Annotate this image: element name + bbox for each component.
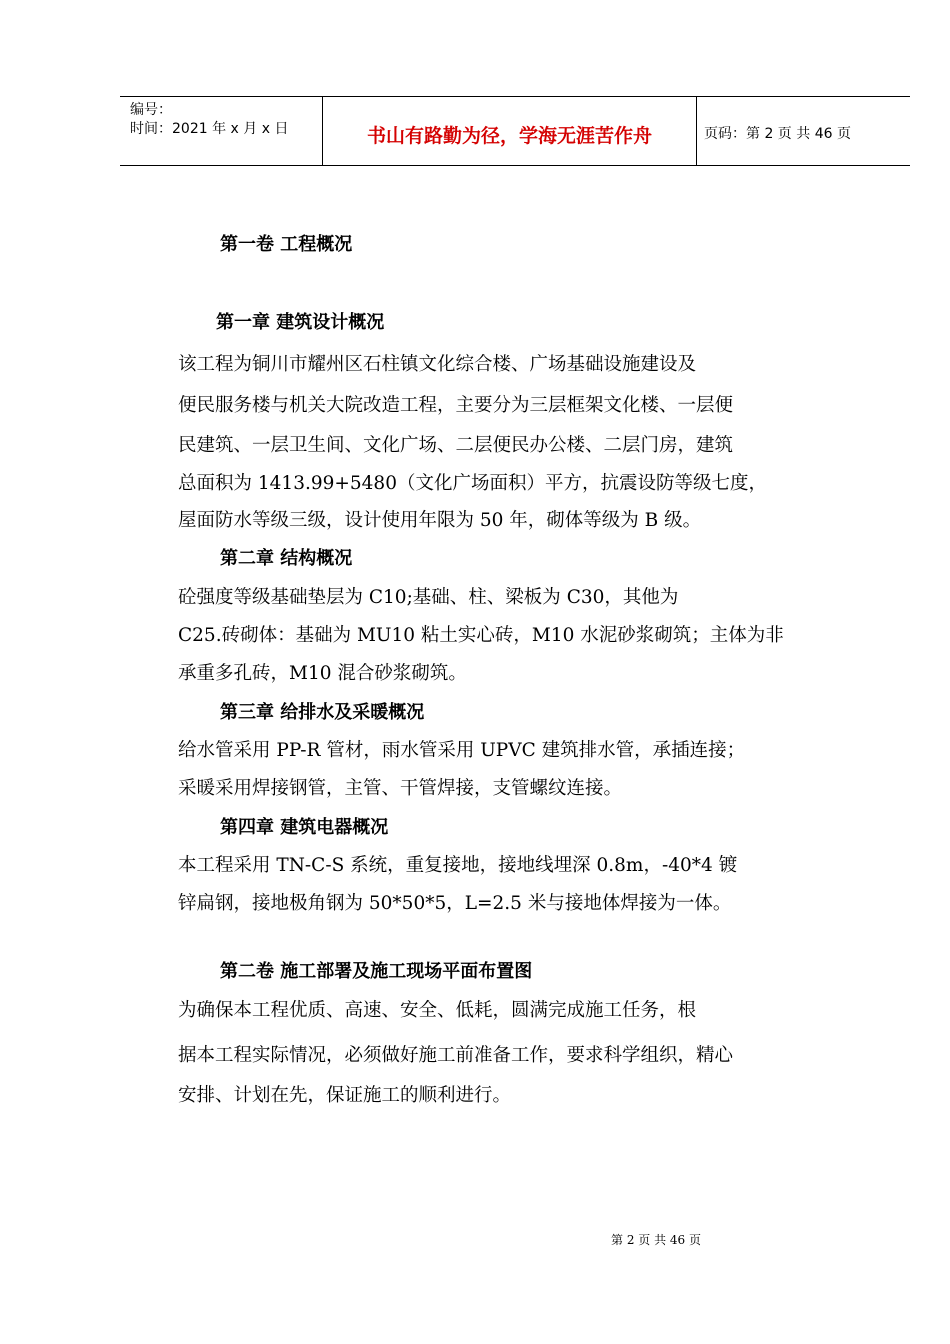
chapter-4-paragraph-line: 本工程采用 TN-C-S 系统，重复接地，接地线埋深 0.8m，-40*4 镀 <box>178 855 738 876</box>
header-left-cell <box>120 97 322 165</box>
chapter-1-title: 第一章 建筑设计概况 <box>216 312 385 333</box>
document-time-label: 时间：2021 年 x 月 x 日 <box>130 121 289 137</box>
chapter-3-paragraph-line: 给水管采用 PP-R 管材，雨水管采用 UPVC 建筑排水管，承插连接； <box>178 740 746 761</box>
volume-2-title: 第二卷 施工部署及施工现场平面布置图 <box>220 961 533 982</box>
page-header <box>120 96 910 166</box>
header-motto-cell <box>322 97 697 165</box>
chapter-1-paragraph-line: 总面积为 1413.99+5480（文化广场面积）平方，抗震设防等级七度， <box>178 473 767 494</box>
volume-2-paragraph-line: 据本工程实际情况，必须做好施工前准备工作，要求科学组织，精心 <box>178 1045 734 1066</box>
chapter-2-title: 第二章 结构概况 <box>220 548 353 569</box>
document-number-label: 编号： <box>130 102 172 118</box>
chapter-2-paragraph-line: C25.砖砌体：基础为 MU10 粘土实心砖，M10 水泥砂浆砌筑；主体为非 <box>178 625 784 646</box>
header-right-cell <box>696 97 910 165</box>
chapter-1-paragraph-line: 民建筑、一层卫生间、文化广场、二层便民办公楼、二层门房，建筑 <box>178 435 734 456</box>
page-footer-number: 第 2 页 共 46 页 <box>611 1233 701 1247</box>
chapter-1-paragraph-line: 便民服务楼与机关大院改造工程，主要分为三层框架文化楼、一层便 <box>178 395 734 416</box>
chapter-3-paragraph-line: 采暖采用焊接钢管，主管、干管焊接，支管螺纹连接。 <box>178 778 623 799</box>
header-motto: 书山有路勤为径，学海无涯苦作舟 <box>366 125 652 147</box>
chapter-3-title: 第三章 给排水及采暖概况 <box>220 702 425 723</box>
chapter-2-paragraph-line: 承重多孔砖，M10 混合砂浆砌筑。 <box>178 663 467 684</box>
chapter-4-paragraph-line: 锌扁钢，接地极角钢为 50*50*5，L=2.5 米与接地体焊接为一体。 <box>178 893 732 914</box>
header-page-number: 页码：第 2 页 共 46 页 <box>704 126 851 142</box>
chapter-1-paragraph-line: 该工程为铜川市耀州区石柱镇文化综合楼、广场基础设施建设及 <box>178 354 697 375</box>
volume-1-title: 第一卷 工程概况 <box>220 234 353 255</box>
volume-2-paragraph-line: 安排、计划在先，保证施工的顺利进行。 <box>178 1085 512 1106</box>
chapter-4-title: 第四章 建筑电器概况 <box>220 817 389 838</box>
chapter-2-paragraph-line: 砼强度等级基础垫层为 C10;基础、柱、梁板为 C30，其他为 <box>178 587 679 608</box>
volume-2-paragraph-line: 为确保本工程优质、高速、安全、低耗，圆满完成施工任务，根 <box>178 1000 697 1021</box>
chapter-1-paragraph-line: 屋面防水等级三级，设计使用年限为 50 年，砌体等级为 B 级。 <box>178 510 702 531</box>
